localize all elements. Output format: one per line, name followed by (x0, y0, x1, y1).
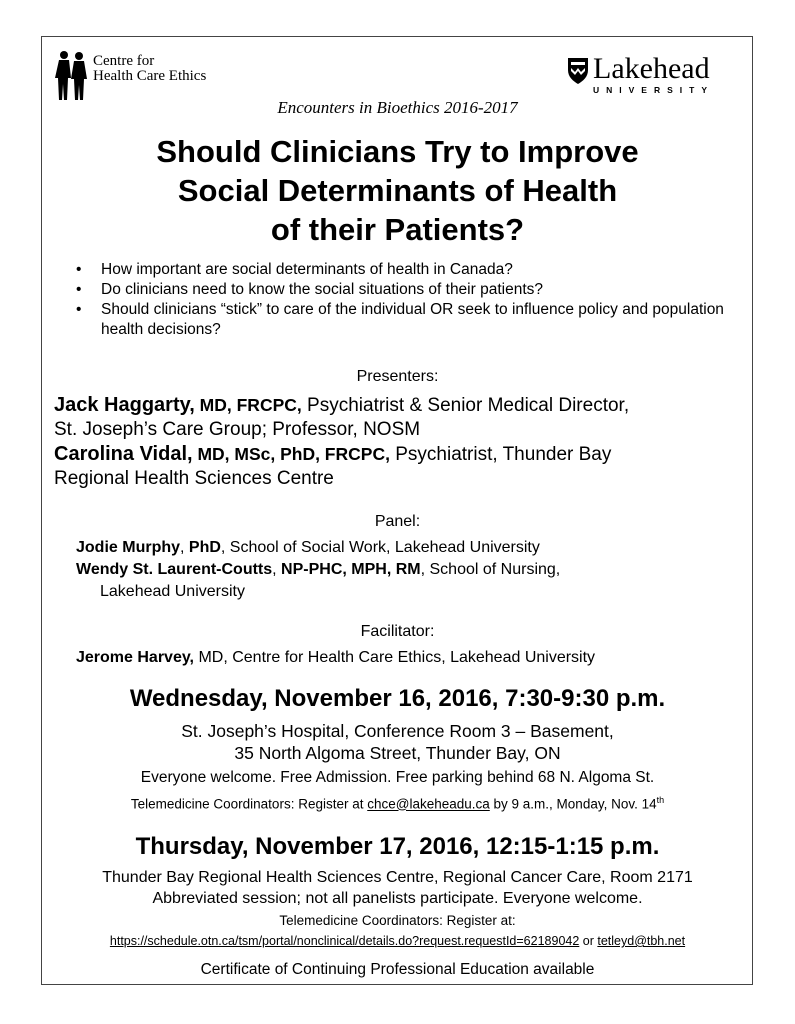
panelist-credentials: NP-PHC, MPH, RM (281, 561, 421, 578)
presenter-1-affiliation: St. Joseph’s Care Group; Professor, NOSM (54, 419, 421, 440)
session2-venue (0, 867, 795, 909)
session1-welcome: Everyone welcome. Free Admission. Free parking behind 68 N. Algoma St. (140, 769, 655, 786)
panelist-role: , School of Social Work, Lakehead University (220, 539, 540, 556)
logo-text-line2: Health Care Ethics (93, 68, 207, 84)
panelist-credentials: PhD (188, 539, 221, 556)
presenters-block (54, 393, 754, 491)
session1-date: Wednesday, November 16, 2016, 7:30-9:30 p.m. (129, 685, 666, 712)
panel-heading: Panel: (374, 513, 421, 530)
presenter-role: Psychiatrist & Senior Medical Director, (301, 395, 630, 416)
facilitator-name: Jerome Harvey, (76, 649, 194, 666)
presenter-name: Carolina Vidal, (54, 443, 193, 465)
panelist-2 (76, 559, 756, 581)
session2-registration-links (0, 934, 795, 948)
people-silhouette-icon (55, 50, 89, 102)
certificate-note: Certificate of Continuing Professional Education available (200, 961, 595, 978)
session2-date: Thursday, November 17, 2016, 12:15-1:15 p.m. (135, 833, 660, 860)
panelist-name: Wendy St. Laurent-Coutts (76, 561, 273, 578)
facilitator-role: MD, Centre for Health Care Ethics, Lakehead University (194, 649, 596, 666)
list-item: • Should clinicians “stick” to care of the individual OR seek to influence policy and population health decisions? (74, 300, 734, 340)
logo-text-line1: Centre for (93, 53, 155, 69)
lakehead-wordmark: Lakehead (593, 52, 710, 85)
email-link[interactable]: tetleyd@tbh.net (597, 934, 686, 948)
presenter-role: Psychiatrist, Thunder Bay (389, 444, 612, 465)
presenter-2-affiliation: Regional Health Sciences Centre (54, 468, 334, 489)
presenter-credentials: MD, MSc, PhD, FRCPC, (192, 444, 390, 464)
title-line2: Social Determinants of Health (177, 173, 618, 208)
university-wordmark: UNIVERSITY (593, 85, 715, 95)
session1-telemedicine (0, 795, 795, 812)
or-text: or (579, 934, 598, 948)
facilitator-block (76, 647, 756, 669)
title-line1: Should Clinicians Try to Improve (156, 134, 639, 169)
shield-crest-icon (567, 57, 589, 85)
panelist-role: , School of Nursing, (420, 561, 561, 578)
panelist-1 (76, 537, 756, 559)
session1-venue (0, 720, 795, 764)
separator: , (272, 561, 282, 578)
telemedicine-text: Telemedicine Coordinators: Register at (130, 796, 368, 812)
list-item: • How important are social determinants of health in Canada? (74, 260, 734, 280)
registration-url-link[interactable]: https://schedule.otn.ca/tsm/portal/nonclinical/details.do?request.requestId=62189042 (109, 934, 580, 948)
facilitator-heading: Facilitator: (360, 623, 435, 640)
presenter-2 (54, 442, 754, 467)
telemedicine-deadline: by 9 a.m., Monday, Nov. 14 (489, 796, 657, 812)
question-list (74, 260, 734, 340)
centre-health-care-ethics-logo (55, 50, 206, 102)
presenter-name: Jack Haggarty, (54, 394, 195, 416)
email-link[interactable]: chce@lakeheadu.ca (367, 796, 490, 812)
panelist-name: Jodie Murphy (76, 539, 181, 556)
presenter-credentials: MD, FRCPC, (194, 395, 302, 415)
session1-venue-line2: 35 North Algoma Street, Thunder Bay, ON (234, 743, 561, 763)
separator: , (180, 539, 189, 556)
session2-venue-line1: Thunder Bay Regional Health Sciences Centre, Regional Cancer Care, Room 2171 (102, 869, 693, 886)
presenters-heading: Presenters: (356, 368, 439, 385)
ordinal-suffix: th (656, 795, 665, 805)
session2-telemedicine: Telemedicine Coordinators: Register at: (279, 913, 516, 928)
presenter-1 (54, 393, 754, 418)
list-item: • Do clinicians need to know the social situations of their patients? (74, 280, 734, 300)
series-title: Encounters in Bioethics 2016-2017 (277, 98, 518, 117)
title-line3: of their Patients? (270, 212, 525, 247)
session2-venue-line2: Abbreviated session; not all panelists participate. Everyone welcome. (152, 890, 643, 907)
panelist-2-affiliation: Lakehead University (100, 583, 245, 600)
page-title (0, 132, 795, 249)
session1-venue-line1: St. Joseph’s Hospital, Conference Room 3 – Basement, (181, 721, 614, 741)
lakehead-university-logo (567, 52, 715, 95)
panel-block (76, 537, 756, 603)
